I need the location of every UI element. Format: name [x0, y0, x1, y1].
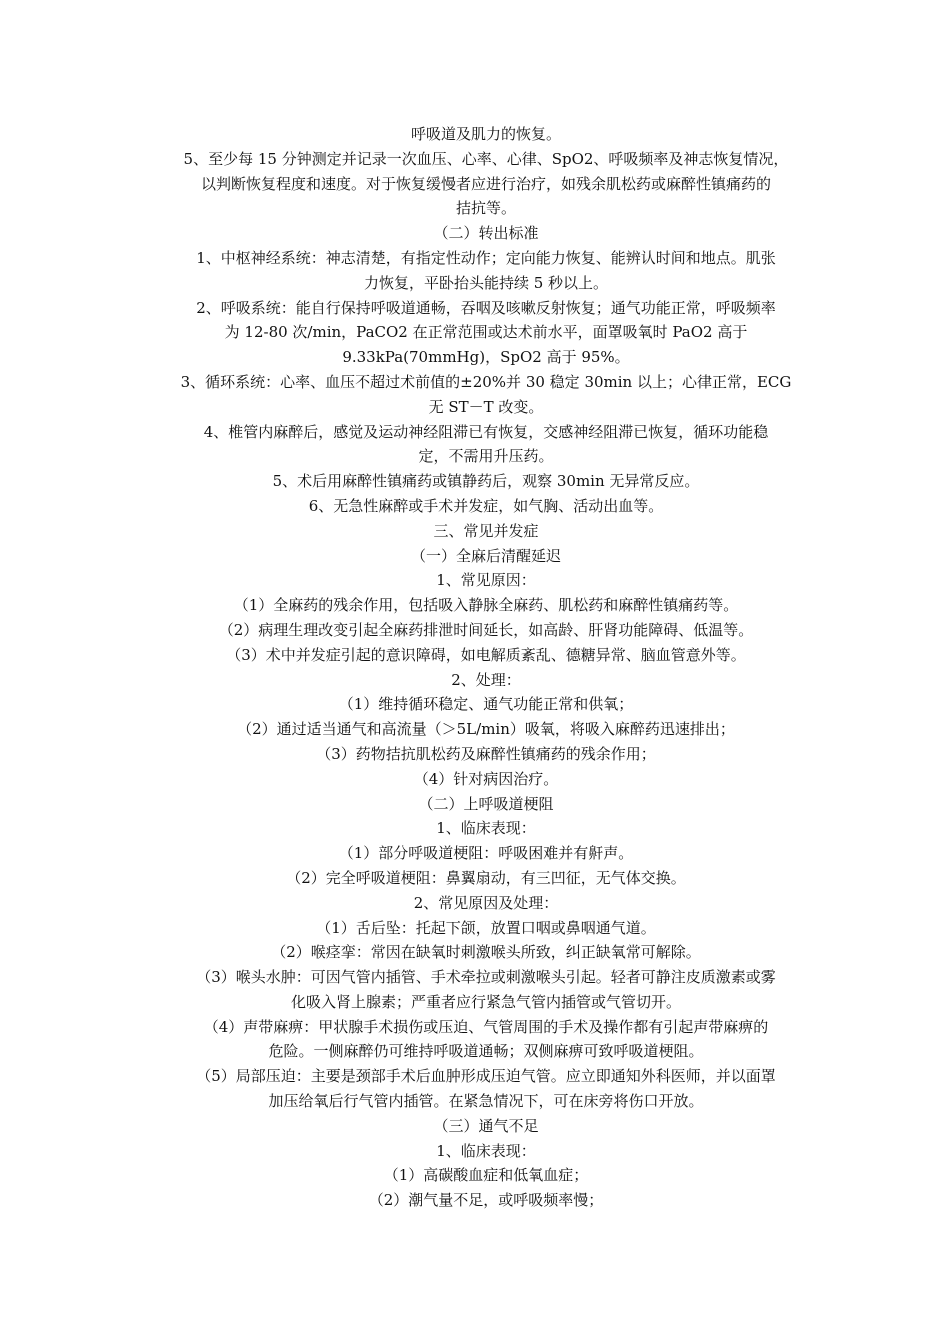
text-line: （1）全麻药的残余作用，包括吸入静脉全麻药、肌松药和麻醉性镇痛药等。: [233, 596, 739, 615]
text-line: 1、中枢神经系统：神志清楚，有指定性动作；定向能力恢复、能辨认时间和地点。肌张: [196, 248, 776, 267]
text-line: （1）高碳酸血症和低氧血症；: [383, 1166, 589, 1185]
text-line: 定，不需用升压药。: [418, 447, 554, 466]
text-line: （3）术中并发症引起的意识障碍，如电解质紊乱、德糖异常、脑血管意外等。: [226, 645, 746, 664]
text-line: （4）针对病因治疗。: [413, 769, 559, 788]
text-line: 危险。一侧麻醉仍可维持呼吸道通畅；双侧麻痹可致呼吸道梗阻。: [268, 1042, 704, 1061]
text-line: 4、椎管内麻醉后，感觉及运动神经阻滞已有恢复，交感神经阻滞已恢复，循环功能稳: [203, 422, 769, 441]
text-line: （1）部分呼吸道梗阻：呼吸困难并有鼾声。: [338, 844, 634, 863]
text-line: （2）潮气量不足，或呼吸频率慢；: [368, 1191, 604, 1210]
text-line: 2、常见原因及处理：: [413, 893, 559, 912]
text-line: 呼吸道及肌力的恢复。: [410, 125, 561, 143]
text-line: 2、呼吸系统：能自行保持呼吸道通畅，吞咽及咳嗽反射恢复；通气功能正常，呼吸频率: [196, 298, 776, 317]
text-line: （2）病理生理改变引起全麻药排泄时间延长，如高龄、肝肾功能障碍、低温等。: [218, 620, 754, 639]
text-line: 1、常见原因：: [436, 571, 536, 590]
text-line: 9.33kPa(70mmHg)，SpO2 高于 95%。: [342, 348, 630, 367]
text-line: （5）局部压迫：主要是颈部手术后血肿形成压迫气管。应立即通知外科医师，并以面罩: [196, 1067, 776, 1086]
text-line: （三）通气不足: [433, 1116, 539, 1135]
text-line: （3）药物拮抗肌松药及麻醉性镇痛药的残余作用；: [316, 744, 656, 763]
text-line: 5、术后用麻醉性镇痛药或镇静药后，观察 30min 无异常反应。: [272, 472, 700, 491]
text-line: （1）舌后坠：托起下颌，放置口咽或鼻咽通气道。: [316, 918, 656, 937]
text-line: （2）喉痉挛：常因在缺氧时刺激喉头所致，纠正缺氧常可解除。: [271, 943, 701, 962]
text-line: 以判断恢复程度和速度。对于恢复缓慢者应进行治疗，如残余肌松药或麻醉性镇痛药的: [200, 174, 771, 193]
text-line: （1）维持循环稳定、通气功能正常和供氧；: [338, 695, 634, 714]
text-line: 6、无急性麻醉或手术并发症，如气胸、活动出血等。: [308, 496, 664, 515]
text-line: （二）上呼吸道梗阻: [418, 794, 554, 813]
text-line: 2、处理：: [451, 670, 521, 689]
text-line: 为 12-80 次/min，PaCO2 在正常范围或达术前水平，面罩吸氧时 PaO2 高于: [224, 323, 748, 342]
text-line: 加压给氧后行气管内插管。在紧急情况下，可在床旁将伤口开放。: [268, 1092, 704, 1111]
text-line: 3、循环系统：心率、血压不超过术前值的±20%并 30 稳定 30min 以上；心律正常，ECG: [180, 372, 792, 391]
text-line: 5、至少每 15 分钟测定并记录一次血压、心率、心律、SpO2、呼吸频率及神志恢复情况，: [183, 149, 789, 168]
text-line: 拮抗等。: [455, 199, 516, 218]
text-line: 1、临床表现：: [436, 819, 536, 838]
text-line: （2）通过适当通气和高流量（＞5L/min）吸氧，将吸入麻醉药迅速排出；: [237, 720, 735, 739]
text-line: （2）完全呼吸道梗阻：鼻翼扇动，有三凹征，无气体交换。: [286, 868, 686, 887]
text-line: （3）喉头水肿：可因气管内插管、手术牵拉或刺激喉头引起。轻者可静注皮质激素或雾: [196, 968, 776, 987]
text-line: 化吸入肾上腺素；严重者应行紧急气管内插管或气管切开。: [290, 992, 681, 1011]
text-line: （一）全麻后清醒延迟: [410, 546, 561, 565]
text-line: 三、常见并发症: [433, 521, 539, 540]
text-line: （4）声带麻痹：甲状腺手术损伤或压迫、气管周围的手术及操作都有引起声带麻痹的: [203, 1017, 769, 1036]
text-line: 力恢复，平卧抬头能持续 5 秒以上。: [363, 273, 609, 292]
text-line: （二）转出标准: [433, 224, 539, 243]
text-line: 无 ST－T 改变。: [428, 397, 544, 416]
text-line: 1、临床表现：: [436, 1141, 536, 1160]
document-page: [160, 122, 812, 1213]
